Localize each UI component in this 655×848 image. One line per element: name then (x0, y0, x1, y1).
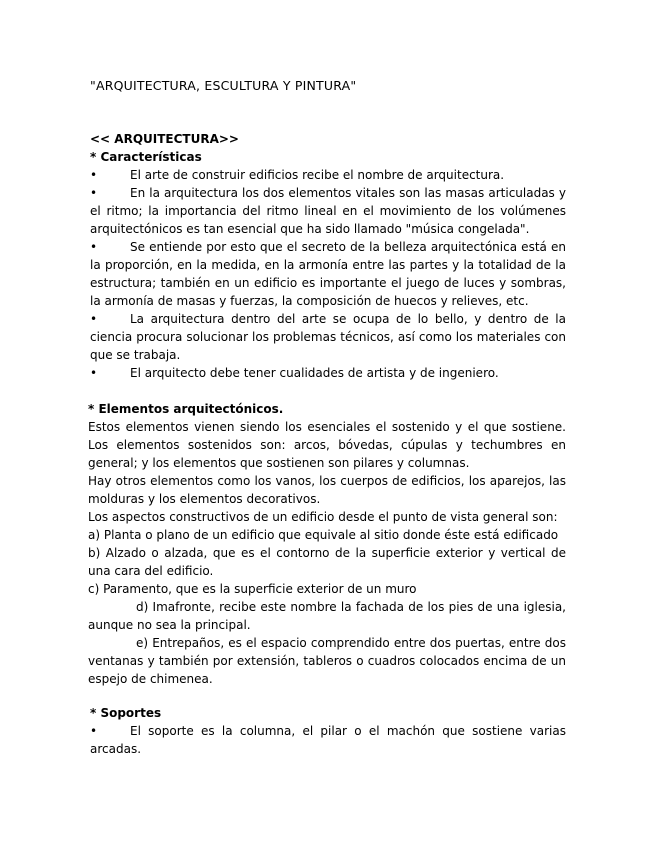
list-item: e) Entrepaños, es el espacio comprendido entre dos puertas, entre dos ventanas y también por extensión, tableros o cuadros colocados encima de un espejo de chimenea. (88, 636, 566, 686)
bullet-item (90, 722, 566, 758)
list-item: c) Paramento, que es la superficie exterior de un muro (88, 582, 417, 596)
bullet-text: La arquitectura dentro del arte se ocupa de lo bello, y dentro de la ciencia procura solucionar los problemas técnicos, así como los materiales con que se trabaja. (90, 312, 566, 362)
section-subheading: * Características (90, 150, 202, 164)
bullet-icon: • (90, 366, 98, 380)
section-heading: * Soportes (90, 706, 162, 720)
bullet-item (90, 364, 566, 382)
bullet-item (90, 238, 566, 310)
bullet-icon: • (90, 240, 98, 254)
section-arquitectura (90, 130, 566, 382)
bullet-icon: • (90, 186, 98, 200)
bullet-icon: • (90, 312, 98, 326)
bullet-item (90, 166, 566, 184)
bullet-icon: • (90, 168, 98, 182)
section-soportes (90, 704, 566, 758)
list-item: d) Imafronte, recibe este nombre la fachada de los pies de una iglesia, aunque no sea la principal. (88, 600, 566, 632)
list-item: a) Planta o plano de un edificio que equivale al sitio donde éste está edificado (88, 528, 559, 542)
bullet-item (90, 310, 566, 364)
bullet-text: El arte de construir edificios recibe el nombre de arquitectura. (130, 168, 505, 182)
bullet-text: El arquitecto debe tener cualidades de artista y de ingeniero. (130, 366, 499, 380)
section-elementos (88, 400, 566, 688)
section-heading: << ARQUITECTURA>> (90, 132, 239, 146)
section-heading: * Elementos arquitectónicos. (88, 402, 284, 416)
bullet-text: Se entiende por esto que el secreto de la belleza arquitectónica está en la proporción, en la medida, en la armonía entre las partes y la totalidad de la estructura; también en un edificio es importante el juego de luces y sombras, la armonía de masas y fuerzas, la composición de huecos y relieves, etc. (90, 240, 566, 308)
paragraph: Los aspectos constructivos de un edificio desde el punto de vista general son: (88, 510, 558, 524)
list-item: b) Alzado o alzada, que es el contorno de la superficie exterior y vertical de una cara del edificio. (88, 546, 566, 578)
bullet-text: El soporte es la columna, el pilar o el machón que sostiene varias arcadas. (90, 724, 566, 756)
bullet-item (90, 184, 566, 238)
paragraph: Hay otros elementos como los vanos, los cuerpos de edificios, los aparejos, las molduras y los elementos decorativos. (88, 474, 566, 506)
paragraph: Estos elementos vienen siendo los esenciales el sostenido y el que sostiene. Los elementos sostenidos son: arcos, bóvedas, cúpulas y techumbres en general; y los elementos que sostienen son pilares y columnas. (88, 420, 566, 470)
bullet-icon: • (90, 724, 98, 738)
document-title: "ARQUITECTURA, ESCULTURA Y PINTURA" (90, 78, 357, 93)
bullet-text: En la arquitectura los dos elementos vitales son las masas articuladas y el ritmo; la importancia del ritmo lineal en el movimiento de los volúmenes arquitectónicos es tan esencial que ha sido llamado "música congelada". (90, 186, 566, 236)
